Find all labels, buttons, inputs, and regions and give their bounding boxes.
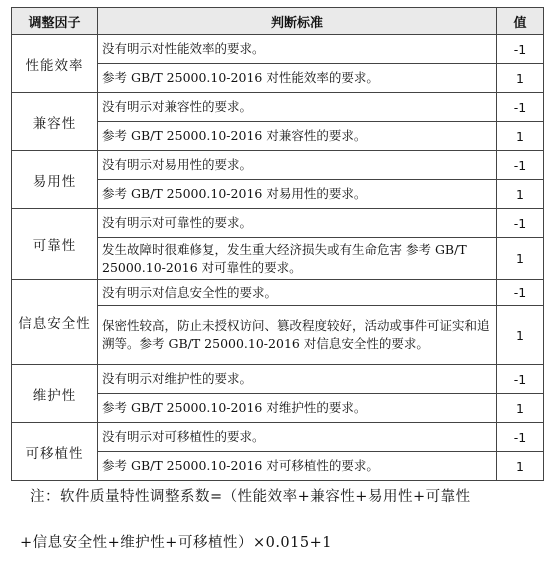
criteria-cell: 发生故障时很难修复，发生重大经济损失或有生命危害 参考 GB/T 25000.10-2016 对可靠性的要求。 bbox=[98, 238, 497, 280]
header-criteria: 判断标准 bbox=[98, 8, 497, 35]
value-cell: 1 bbox=[497, 180, 544, 209]
factor-cell: 易用性 bbox=[12, 151, 98, 209]
criteria-cell: 参考 GB/T 25000.10-2016 对兼容性的要求。 bbox=[98, 122, 497, 151]
table-row bbox=[12, 423, 544, 452]
criteria-cell: 保密性较高，防止未授权访问、篡改程度较好，活动或事件可证实和追溯等。参考 GB/T 25000.10-2016 对信息安全性的要求。 bbox=[98, 306, 497, 365]
criteria-cell: 参考 GB/T 25000.10-2016 对维护性的要求。 bbox=[98, 394, 497, 423]
criteria-cell: 没有明示对可靠性的要求。 bbox=[98, 209, 497, 238]
value-cell: -1 bbox=[497, 423, 544, 452]
value-cell: -1 bbox=[497, 35, 544, 64]
table-row bbox=[12, 151, 544, 180]
factor-cell: 性能效率 bbox=[12, 35, 98, 93]
header-factor: 调整因子 bbox=[12, 8, 98, 35]
formula-note-line-1: 注：软件质量特性调整系数=（性能效率+兼容性+易用性+可靠性 bbox=[30, 489, 471, 505]
factor-cell: 可移植性 bbox=[12, 423, 98, 481]
value-cell: -1 bbox=[497, 93, 544, 122]
table-header-row bbox=[12, 8, 544, 35]
value-cell: -1 bbox=[497, 151, 544, 180]
criteria-cell: 没有明示对兼容性的要求。 bbox=[98, 93, 497, 122]
table-row bbox=[12, 209, 544, 238]
criteria-cell: 没有明示对维护性的要求。 bbox=[98, 365, 497, 394]
adjustment-factor-table bbox=[11, 7, 544, 481]
factor-cell: 维护性 bbox=[12, 365, 98, 423]
criteria-cell: 没有明示对性能效率的要求。 bbox=[98, 35, 497, 64]
table-row bbox=[12, 280, 544, 306]
value-cell: 1 bbox=[497, 394, 544, 423]
value-cell: 1 bbox=[497, 122, 544, 151]
factor-cell: 可靠性 bbox=[12, 209, 98, 280]
factor-cell: 兼容性 bbox=[12, 93, 98, 151]
table-row bbox=[12, 35, 544, 64]
value-cell: -1 bbox=[497, 365, 544, 394]
header-value: 值 bbox=[497, 8, 544, 35]
value-cell: -1 bbox=[497, 280, 544, 306]
criteria-cell: 参考 GB/T 25000.10-2016 对性能效率的要求。 bbox=[98, 64, 497, 93]
value-cell: -1 bbox=[497, 209, 544, 238]
value-cell: 1 bbox=[497, 238, 544, 280]
table-row bbox=[12, 93, 544, 122]
criteria-cell: 没有明示对信息安全性的要求。 bbox=[98, 280, 497, 306]
formula-note-line-2: +信息安全性+维护性+可移植性）×0.015+1 bbox=[20, 535, 332, 551]
criteria-cell: 参考 GB/T 25000.10-2016 对可移植性的要求。 bbox=[98, 452, 497, 481]
value-cell: 1 bbox=[497, 64, 544, 93]
criteria-cell: 没有明示对可移植性的要求。 bbox=[98, 423, 497, 452]
value-cell: 1 bbox=[497, 452, 544, 481]
formula-note bbox=[20, 487, 545, 566]
criteria-cell: 参考 GB/T 25000.10-2016 对易用性的要求。 bbox=[98, 180, 497, 209]
criteria-cell: 没有明示对易用性的要求。 bbox=[98, 151, 497, 180]
table-row bbox=[12, 365, 544, 394]
factor-cell: 信息安全性 bbox=[12, 280, 98, 365]
value-cell: 1 bbox=[497, 306, 544, 365]
